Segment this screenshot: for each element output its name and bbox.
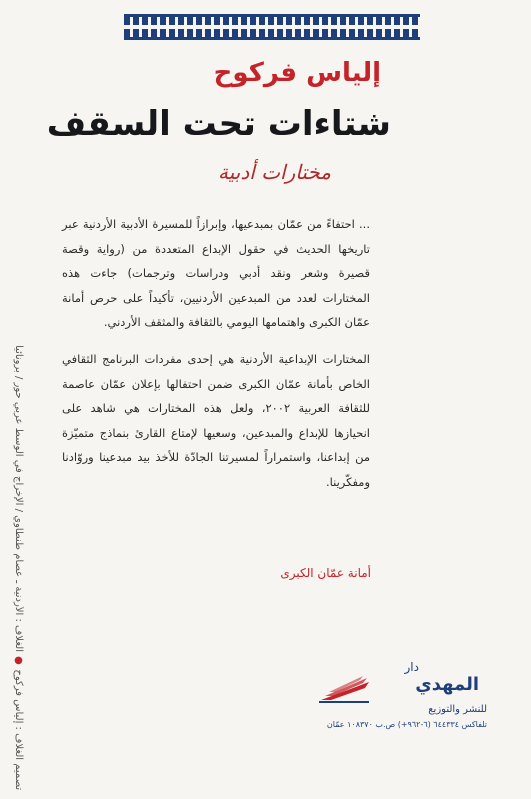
- publisher-logo-icon: [317, 674, 373, 706]
- author-name: إلياس فركوح: [213, 58, 381, 88]
- book-subtitle: مختارات أدبية: [218, 160, 331, 184]
- blurb-paragraph-1: ... احتفاءً من عمّان بمبدعيها، وإبرازاً للمسيرة الأدبية الأردنية عبر تاريخها الحديث في حقول الإبداع المتعددة من (رواية وقصة قصيرة وشعر ونقد أدبي ودراسات وترجمات) جاءت هذه المختارات لعدد من المبدعين الأردنيين، تأكيداً على حرص أمانة عمّان الكبرى واهتمامها اليومي بالثقافة والمثقف الأردني.: [62, 217, 370, 330]
- spine-credits: [2, 230, 24, 790]
- blurb-paragraph-2: المختارات الإبداعية الأردنية هي إحدى مفردات البرنامج الثقافي الخاص بأمانة عمّان الكبرى ضمن احتفالها بإعلان عمّان عاصمة للثقافة العربية ٢٠٠٢، ولعل هذه المختارات هي شاهد على انحيازها للإبداع والمبدعين، وسعيها لإمتاع القارئ بنماذج متميّزة من إبداعنا، واستمراراً لمسيرتنا الجادّة للأخذ بيد مبدعينا وروّادنا ومفكّرينا.: [62, 351, 370, 489]
- publisher-tagline: للنشر والتوزيع: [428, 704, 487, 715]
- spine-design-credit: تصميم الغلاف : إلياس فركوح: [13, 669, 24, 790]
- blurb-signature: أمانة عمّان الكبرى: [280, 566, 371, 580]
- spine-cover-credit: الغلاف : الأردنية ـ عصام طنطاوي / الإخراج في الوسط عربي حور / برونائيا: [13, 344, 24, 652]
- spine-separator-dot: ●: [13, 655, 24, 667]
- book-title: شتاءات تحت السقف: [46, 104, 391, 144]
- publisher-block: [317, 660, 487, 750]
- blurb-text: [62, 212, 370, 507]
- decorative-top-band: [124, 14, 420, 40]
- publisher-prefix: دار: [404, 660, 419, 674]
- publisher-contact: تلفاكس ٦٤٤٣٣٤ (٦-٩٦٢+) ص.ب ١٠٨٣٧٠ عمّان: [326, 720, 487, 729]
- publisher-name: المهدي: [415, 674, 479, 695]
